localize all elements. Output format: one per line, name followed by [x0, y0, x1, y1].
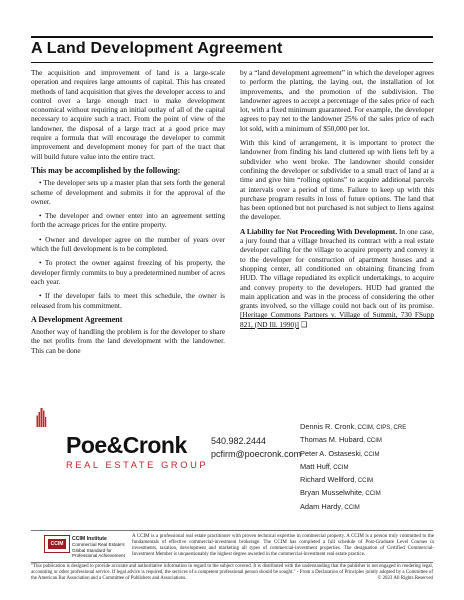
- bullet-item: • To protect the owner against freezing of his property, the developer firmly commits to buy a predetermined number of acres each year.: [31, 258, 225, 286]
- person-entry: Dennis R. Cronk, CCIM, CIPS, CRE: [300, 422, 407, 431]
- case-citation: [Heritage Commons Partners v. Village of Summit, 730 FSupp 821, (ND Ill. 1990)]: [240, 310, 434, 329]
- inline-heading: A Liability for Not Proceeding With Development.: [240, 226, 398, 236]
- person-entry: Peter A. Ostaseski, CCIM: [300, 448, 380, 458]
- paragraph: The acquisition and improvement of land is a large-scale operation and requires large amounts of capital. This has created methods of land acquisition that gives the developer access to and control over a large enough tract to make development economical without requiring an initial outlay of all of the capital necessary to acquire such a tract. From the point of view of the landowner, the disposal of a large tract at a good price may require a formula that will encourage the developer to commit improvement and development money for part of the tract that will build future value into the entire tract.: [31, 68, 225, 161]
- ccim-description: A CCIM is a professional real estate practitioner with proven technical expertise in commercial property. A CCIM is a person truly committed to the fundamentals of effective commercial-investment brokerage. The CCIM has completed a full schedule of Post-Graduate Level Courses in investments, taxation, development and marketing all types of commercial-investment properties. The designation of Certified Commercial-Investment Member is unquestionably the highest degree awarded in the commercial-investment real estate practice.: [132, 534, 434, 557]
- copyright: © 2023 All Rights Reserved: [377, 575, 433, 581]
- title-bottom-rule: [31, 62, 433, 63]
- brand-name: Poe&Cronk: [66, 432, 187, 458]
- paragraph-text: In one case, a jury found that a village breached its contract with a real estate developer calling for the village to acquire property and convey it to the developer for construction of apartment houses and a shopping center, all conditioned on obtaining financing from HUD. The village repudiated its explicit undertakings, to acquire and convey property to the developers. HUD had granted the main application and was in the process of considering the other grants involved, so the village could not back out of its promise.: [240, 226, 434, 311]
- contact-block: [211, 435, 301, 461]
- paragraph: by a “land development agreement” in which the developer agrees to perform the platting, the laying out, the installation of lot improvements, and the promotion of the subdivision. The landowner agrees to accept a percentage of the sales price of each lot, with a fixed minimum guaranteed. For example, the developer agrees to pay net to the landowner 25% of the sales price of each lot sold, with a minimum of $50,000 per lot.: [240, 68, 434, 133]
- paragraph: Another way of handling the problem is for the developer to share the net profits from the land development with the landowner. This can be done: [31, 327, 225, 355]
- section-heading: A Development Agreement: [31, 314, 123, 324]
- title-top-rule: [31, 36, 433, 38]
- email-link[interactable]: pcfirm@poecronk.com: [211, 449, 302, 459]
- right-column: [240, 68, 434, 334]
- person-entry: Matt Huff, CCIM: [300, 461, 349, 471]
- footer-divider: [31, 530, 433, 531]
- paragraph: [240, 227, 434, 329]
- article-title: A Land Development Agreement: [31, 40, 283, 57]
- person-entry: Bryan Musselwhite, CCIM: [300, 488, 381, 498]
- bullet-item: • The developer sets up a master plan that sets forth the general scheme of development and submits it for the approval of the owner.: [31, 178, 225, 206]
- bullet-item: • If the developer fails to meet this schedule, the owner is released from his commitment.: [31, 291, 225, 310]
- left-column: [31, 68, 225, 360]
- person-entry: Richard Wellford, CCIM: [300, 475, 374, 485]
- bullet-item: • Owner and developer agree on the number of years over which the full development is to be completed.: [31, 234, 225, 254]
- phone-number: 540.982.2444: [211, 436, 267, 446]
- footer-divider: [31, 562, 433, 563]
- brand-subtitle: REAL ESTATE GROUP: [66, 460, 209, 470]
- ccim-institute-name: CCIM Institute Commercial Real Estate's Global Standard for Professional Achievement: [72, 536, 125, 558]
- person-entry: Adam Hardy, CCIM: [300, 501, 360, 511]
- section-heading: This may be accomplished by the following:: [31, 165, 181, 175]
- ccim-logo-mark: CCIM: [48, 539, 66, 549]
- building-logo-icon: [36, 398, 76, 436]
- bullet-item: • The developer and owner enter into an agreement setting forth the acreage prices for the entire property.: [31, 211, 225, 230]
- person-entry: Thomas M. Hubard, CCIM: [300, 435, 382, 445]
- end-mark: ❑: [298, 319, 308, 329]
- people-list: [300, 421, 406, 514]
- disclaimer: "This publication is designed to provide accurate and authoritative information in regard to the subject covered. It is distributed with the understanding that the publisher is not engaged in rendering legal, accounting or other professional service. If legal advice is required, the services of a competent professional person should be sought." - From a Declaration of Principles jointly adopted by a Committee of the American Bar Association and a Committee of Publishers and Associations. © 2023 All Rights Reserved: [31, 564, 433, 581]
- paragraph: With this kind of arrangement, it is important to protect the landowner from finding his land cluttered up with liens left by a subdivider who went broke. The landowner should consider confining the developer or subdivider to a small tract of land at a time and give him “rolling options” to acquire additional parcels at intervals over a period of time. Failure to keep up with this purchase program results in loss of future options. The land that has been optioned but not purchased is not subject to liens against the developer.: [240, 138, 434, 222]
- ccim-logo: [44, 535, 70, 553]
